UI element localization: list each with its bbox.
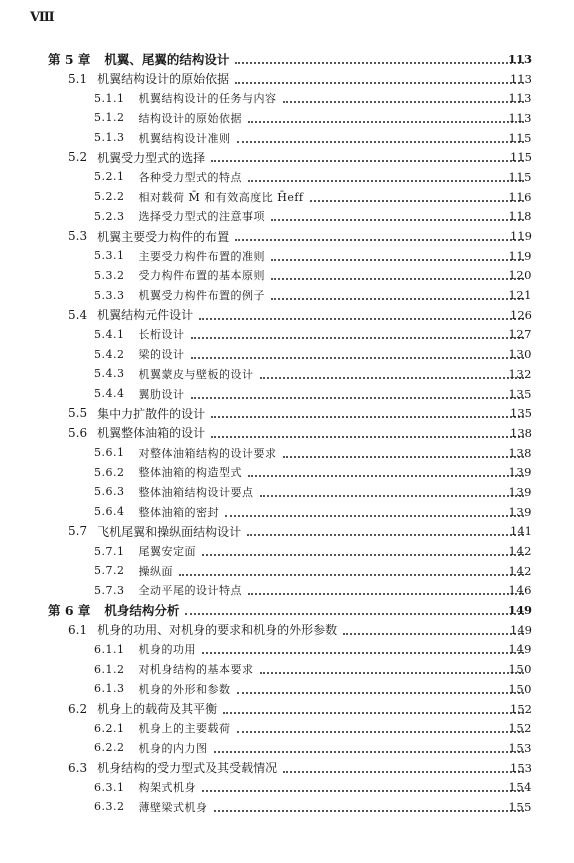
dot-leader (225, 515, 524, 517)
toc-entry-number: 5.1.2 (94, 111, 125, 125)
toc-entry-title: 结构设计的原始依据 (138, 111, 242, 125)
dot-leader (214, 810, 525, 812)
toc-entry-subsection (0, 285, 574, 305)
toc-entry-title: 机翼、尾翼的结构设计 (104, 51, 230, 67)
toc-entry-number: 6.1 (68, 622, 88, 637)
toc-entry-subsection (0, 246, 574, 266)
dot-leader (310, 200, 525, 202)
toc-entry-chapter (0, 49, 574, 69)
toc-entry-page: 141 (510, 524, 532, 539)
dot-leader (191, 337, 525, 339)
toc-entry-title: 机翼结构设计的原始依据 (97, 72, 230, 87)
toc-entry-number: 5.2.2 (94, 190, 125, 204)
toc-entry-subsection (0, 482, 574, 502)
toc-entry-page: 150 (508, 681, 532, 696)
toc-entry-subsection (0, 364, 574, 384)
toc-entry-number: 5.3.1 (94, 249, 125, 263)
dot-leader (223, 712, 524, 714)
toc-entry-number: 6.2.2 (94, 741, 125, 755)
toc-entry-number: 5.7.3 (94, 583, 125, 597)
toc-entry-page: 121 (508, 288, 532, 303)
toc-entry-title: 机身的外形和参数 (138, 682, 231, 696)
dot-leader (283, 101, 525, 103)
toc-entry-subsection (0, 502, 574, 522)
toc-entry-page: 139 (508, 484, 532, 499)
dot-leader (237, 141, 525, 143)
toc-entry-title: 选择受力型式的注意事项 (138, 210, 265, 224)
dot-leader (235, 82, 524, 84)
toc-entry-number: 6.2.1 (94, 721, 125, 735)
toc-entry-page: 152 (508, 721, 532, 736)
toc-entry-subsection (0, 325, 574, 345)
toc-entry-title: 机身上的载荷及其平衡 (97, 702, 218, 717)
toc-entry-section (0, 226, 574, 246)
dot-leader (235, 239, 524, 241)
toc-entry-page: 139 (508, 504, 532, 519)
dot-leader (248, 180, 524, 182)
toc-entry-subsection (0, 128, 574, 148)
toc-entry-page: 154 (508, 780, 532, 795)
toc-entry-page: 152 (510, 701, 532, 716)
toc-entry-number: 5.7.1 (94, 544, 125, 558)
toc-entry-number: 5.2.3 (94, 209, 125, 223)
toc-entry-page: 135 (508, 386, 532, 401)
toc-entry-title: 机翼整体油箱的设计 (97, 426, 206, 441)
toc-entry-section (0, 620, 574, 640)
toc-entry-page: 149 (508, 603, 533, 618)
toc-entry-subsection (0, 541, 574, 561)
toc-entry-page: 119 (508, 248, 532, 263)
toc-entry-number: 5.4.2 (94, 347, 125, 361)
toc-entry-page: 115 (510, 150, 532, 165)
toc-entry-page: 120 (508, 268, 532, 283)
dot-leader (202, 554, 524, 556)
toc-entry-number: 5.1 (68, 71, 88, 86)
toc-entry-page: 138 (510, 425, 532, 440)
toc-entry-subsection (0, 88, 574, 108)
toc-entry-number: 6.2 (68, 701, 88, 716)
toc-entry-title: 尾翼安定面 (138, 545, 196, 559)
toc-entry-section (0, 423, 574, 443)
toc-entry-title: 薄壁梁式机身 (138, 800, 208, 814)
toc-entry-page: 153 (508, 740, 532, 755)
toc-entry-number: 6.3.2 (94, 800, 125, 814)
toc-entry-page: 149 (508, 642, 532, 657)
dot-leader (202, 790, 524, 792)
toc-entry-number: 5.6.2 (94, 465, 125, 479)
toc-entry-subsection (0, 207, 574, 227)
toc-entry-title: 飞机尾翼和操纵面结构设计 (97, 524, 242, 539)
toc-entry-section (0, 758, 574, 778)
toc-entry-subsection (0, 384, 574, 404)
toc-entry-page: 142 (508, 563, 532, 578)
dot-leader (260, 377, 525, 379)
toc-entry-title: 全动平尾的设计特点 (138, 584, 242, 598)
dot-leader (185, 613, 524, 615)
toc-entry-section (0, 403, 574, 423)
toc-entry-subsection (0, 561, 574, 581)
toc-entry-chapter (0, 600, 574, 620)
dot-leader (248, 475, 524, 477)
dot-leader (214, 751, 525, 753)
toc-entry-page: 146 (508, 583, 532, 598)
toc-entry-subsection (0, 443, 574, 463)
toc-entry-title: 梁的设计 (138, 348, 185, 362)
toc-entry-number: 5.6.1 (94, 446, 125, 460)
toc-entry-number: 5.6.3 (94, 485, 125, 499)
toc-entry-page: 135 (510, 406, 532, 421)
toc-entry-page: 142 (508, 544, 532, 559)
table-of-contents (0, 49, 574, 817)
toc-entry-subsection (0, 266, 574, 286)
page-number: Ⅷ (30, 10, 55, 25)
dot-leader (248, 593, 524, 595)
toc-entry-subsection (0, 777, 574, 797)
toc-entry-page: 150 (508, 662, 532, 677)
toc-entry-page: 132 (508, 366, 532, 381)
toc-entry-title: 机身上的主要载荷 (138, 722, 231, 736)
toc-entry-page: 153 (510, 760, 532, 775)
toc-entry-number: 5.1.3 (94, 131, 125, 145)
dot-leader (235, 62, 524, 64)
toc-entry-title: 整体油箱的构造型式 (138, 466, 242, 480)
toc-entry-page: 149 (510, 622, 532, 637)
toc-entry-title: 机翼结构设计的任务与内容 (138, 92, 277, 106)
toc-entry-subsection (0, 462, 574, 482)
toc-entry-title: 机翼结构设计准则 (138, 131, 231, 145)
dot-leader (179, 574, 524, 576)
toc-entry-title: 对机身结构的基本要求 (138, 663, 254, 677)
toc-entry-subsection (0, 679, 574, 699)
dot-leader (271, 298, 524, 300)
toc-entry-title: 机翼结构元件设计 (97, 308, 194, 323)
toc-entry-number: 5.3.3 (94, 288, 125, 302)
toc-entry-subsection (0, 108, 574, 128)
toc-entry-number: 6.3 (68, 760, 88, 775)
dot-leader (271, 259, 524, 261)
toc-entry-section (0, 147, 574, 167)
toc-entry-title: 机身的功用、对机身的要求和机身的外形参数 (97, 623, 338, 638)
dot-leader (191, 357, 525, 359)
toc-entry-title: 机翼受力构件布置的例子 (138, 289, 265, 303)
toc-entry-title: 机身的功用 (138, 643, 196, 657)
toc-entry-number: 第 5 章 (48, 51, 91, 67)
toc-entry-number: 6.3.1 (94, 780, 125, 794)
toc-entry-number: 6.1.1 (94, 642, 125, 656)
toc-entry-title: 机翼受力型式的选择 (97, 150, 206, 165)
toc-entry-page: 115 (508, 169, 532, 184)
dot-leader (247, 534, 524, 536)
toc-entry-number: 5.2 (68, 150, 88, 165)
toc-entry-subsection (0, 659, 574, 679)
toc-entry-page: 119 (510, 229, 532, 244)
toc-entry-number: 5.1.1 (94, 91, 125, 105)
dot-leader (211, 160, 524, 162)
toc-entry-title: 机翼蒙皮与壁板的设计 (138, 367, 254, 381)
toc-entry-title: 集中力扩散件的设计 (97, 406, 206, 421)
dot-leader (211, 436, 524, 438)
toc-entry-page: 113 (508, 110, 532, 125)
toc-entry-page: 130 (508, 347, 532, 362)
toc-entry-title: 主要受力构件布置的准则 (138, 249, 265, 263)
dot-leader (271, 219, 524, 221)
dot-leader (248, 121, 524, 123)
dot-leader (237, 731, 525, 733)
toc-entry-page: 116 (508, 189, 532, 204)
toc-entry-subsection (0, 581, 574, 601)
toc-entry-page: 118 (508, 209, 532, 224)
dot-leader (199, 318, 524, 320)
toc-entry-title: 相对载荷 M̄ 和有效高度比 H̄eff (138, 190, 304, 204)
toc-entry-title: 构架式机身 (138, 781, 196, 795)
toc-entry-subsection (0, 167, 574, 187)
toc-entry-subsection (0, 187, 574, 207)
toc-entry-subsection (0, 640, 574, 660)
toc-entry-subsection (0, 718, 574, 738)
toc-entry-number: 5.6.4 (94, 505, 125, 519)
toc-entry-subsection (0, 344, 574, 364)
dot-leader (191, 397, 525, 399)
toc-entry-subsection (0, 797, 574, 817)
toc-entry-section (0, 699, 574, 719)
toc-entry-page: 155 (508, 799, 532, 814)
toc-entry-page: 113 (510, 71, 532, 86)
toc-entry-number: 5.3 (68, 229, 88, 244)
toc-entry-page: 113 (508, 51, 533, 66)
toc-entry-number: 第 6 章 (48, 603, 91, 619)
toc-entry-page: 113 (508, 91, 532, 106)
toc-entry-title: 翼肋设计 (138, 387, 185, 401)
toc-entry-number: 5.6 (68, 425, 88, 440)
toc-entry-section (0, 69, 574, 89)
dot-leader (260, 672, 525, 674)
dot-leader (260, 495, 525, 497)
toc-entry-number: 5.2.1 (94, 170, 125, 184)
toc-entry-page: 138 (508, 445, 532, 460)
toc-entry-title: 机身结构的受力型式及其受载情况 (97, 761, 278, 776)
toc-entry-number: 6.1.3 (94, 682, 125, 696)
toc-entry-page: 115 (508, 130, 532, 145)
toc-entry-title: 整体油箱的密封 (138, 505, 219, 519)
toc-entry-title: 受力构件布置的基本原则 (138, 269, 265, 283)
dot-leader (343, 633, 524, 635)
dot-leader (283, 456, 525, 458)
dot-leader (237, 692, 525, 694)
toc-entry-number: 5.7 (68, 524, 88, 539)
toc-entry-section (0, 305, 574, 325)
toc-entry-number: 5.4.4 (94, 387, 125, 401)
toc-entry-page: 139 (508, 465, 532, 480)
toc-entry-title: 长桁设计 (138, 328, 185, 342)
dot-leader (283, 771, 524, 773)
dot-leader (271, 278, 524, 280)
toc-entry-title: 对整体油箱结构的设计要求 (138, 446, 277, 460)
dot-leader (211, 416, 524, 418)
toc-entry-number: 6.1.2 (94, 662, 125, 676)
toc-entry-number: 5.4.3 (94, 367, 125, 381)
toc-entry-number: 5.4.1 (94, 327, 125, 341)
toc-entry-title: 各种受力型式的特点 (138, 170, 242, 184)
toc-entry-page: 127 (508, 327, 532, 342)
toc-entry-page: 126 (510, 307, 532, 322)
toc-entry-title: 操纵面 (138, 564, 173, 578)
toc-entry-title: 机身结构分析 (104, 603, 180, 619)
toc-entry-title: 机身的内力图 (138, 741, 208, 755)
toc-entry-number: 5.7.2 (94, 564, 125, 578)
toc-entry-number: 5.4 (68, 307, 88, 322)
toc-entry-title: 机翼主要受力构件的布置 (97, 229, 230, 244)
toc-entry-title: 整体油箱结构设计要点 (138, 485, 254, 499)
toc-entry-subsection (0, 738, 574, 758)
dot-leader (202, 652, 524, 654)
toc-entry-number: 5.3.2 (94, 268, 125, 282)
toc-entry-number: 5.5 (68, 406, 88, 421)
toc-entry-section (0, 522, 574, 542)
